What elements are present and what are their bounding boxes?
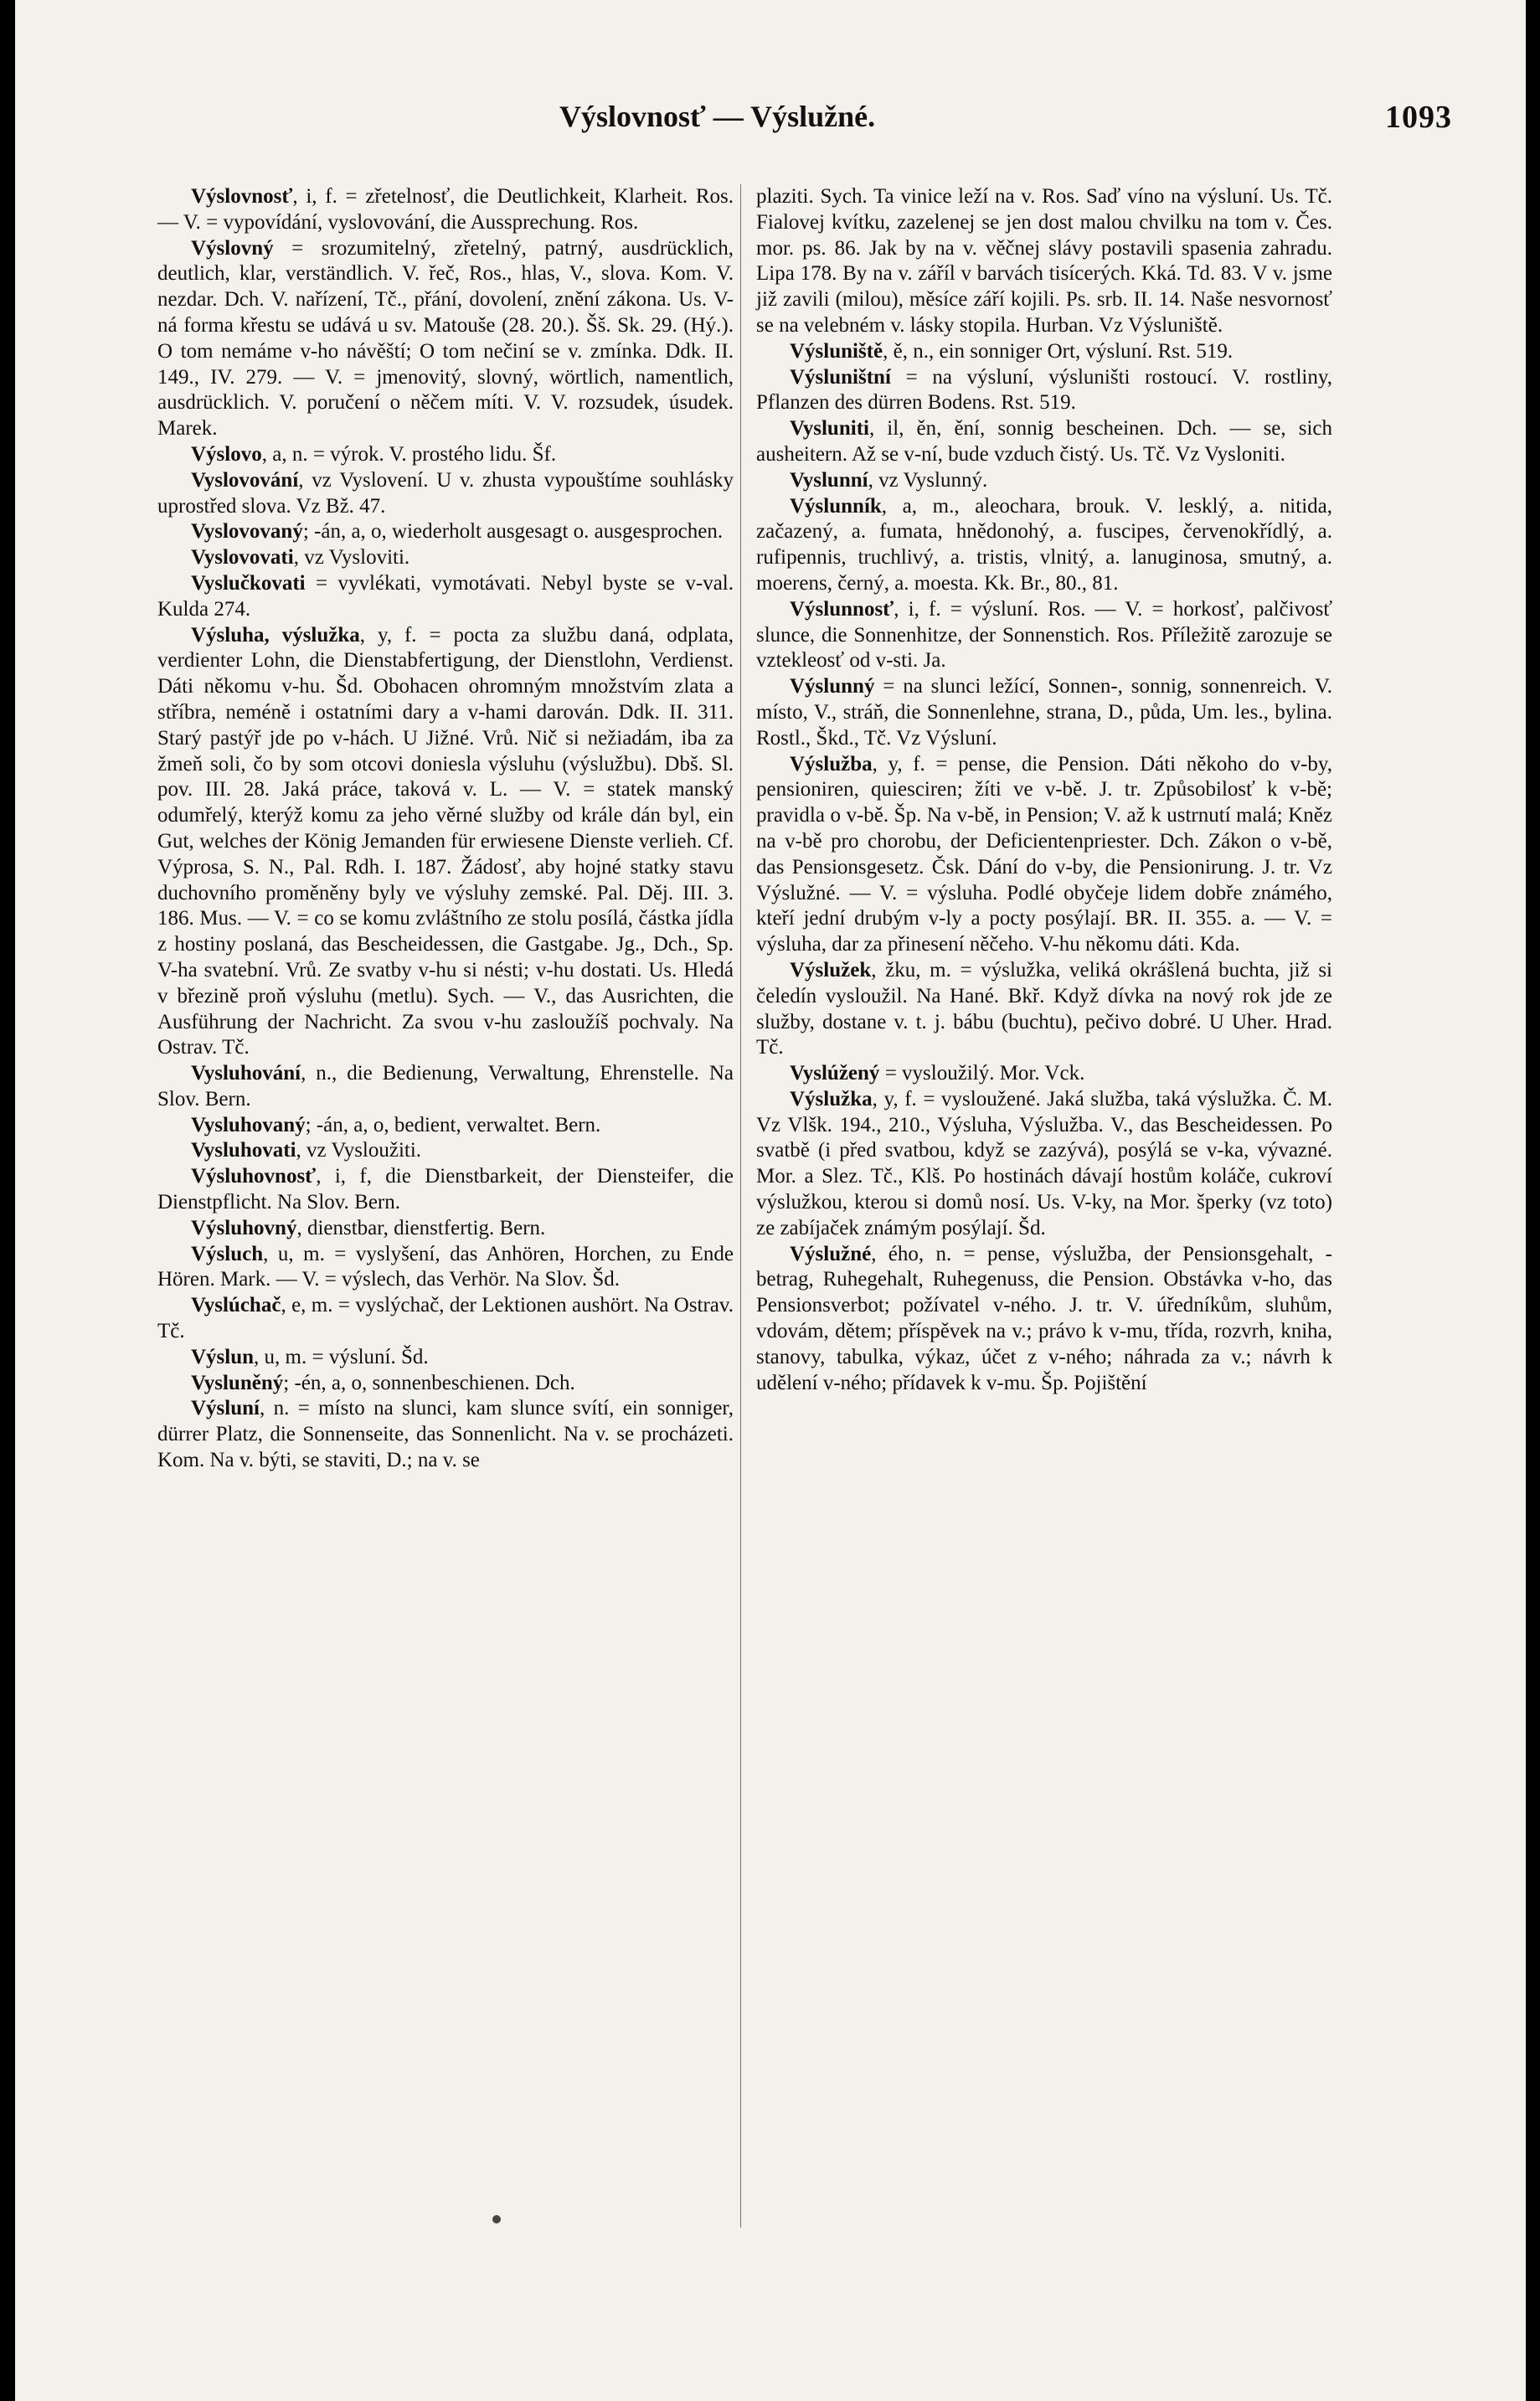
dictionary-page	[15, 0, 1526, 2401]
entry-headword: Výsluhovnosť	[191, 1165, 317, 1188]
dictionary-entry	[756, 597, 1332, 674]
entry-headword: Vyslovovati	[191, 546, 294, 569]
dictionary-entry	[157, 1061, 734, 1113]
left-column	[157, 184, 734, 1474]
entry-text: , dienstbar, dienstfertig. Bern.	[296, 1216, 546, 1239]
dictionary-entry	[756, 1061, 1332, 1087]
entry-headword: Výslužka	[790, 1087, 873, 1110]
entry-headword: Výsluch	[191, 1242, 264, 1265]
dictionary-entry	[756, 468, 1332, 494]
entry-text: , i, f, die Dienstbarkeit, der Diensteifer, die Dienstpflicht. Na Slov. Bern.	[157, 1165, 734, 1214]
entry-headword: Výslužek	[790, 958, 872, 982]
entry-text: , i, f. = výsluní. Ros. — V. = horkosť, palčivosť slunce, die Sonnenhitze, der Sonnenstich. Ros. Příležitě zarozuje se vztekleosť od v-sti. Ja.	[756, 597, 1332, 672]
dictionary-entry	[157, 1371, 734, 1397]
entry-text: , vz Vyslovení. U v. zhusta vypouštíme souhlásky uprostřed slova. Vz Bž. 47.	[157, 468, 734, 518]
dictionary-entry	[157, 571, 734, 623]
entry-text: = srozumitelný, zřetelný, patrný, ausdrücklich, deutlich, klar, verständlich. V. řeč, Ros., hlas, V., slova. Kom. V. nezdar. Dch. V. nařízení, Tč., přání, dovolení, znění zákona. Us. V-ná forma křestu se udává u sv. Matouše (28. 20.). Šš. Sk. 29. (Hý.). O tom nemáme v-ho návěští; O tom nečiní se v. zmínka. Ddk. II. 149., IV. 279. — V. = jmenovitý, slovný, wörtlich, namentlich, ausdrücklich. V. poručení o něčem míti. V. V. rozsudek, úsudek. Marek.	[157, 236, 734, 441]
dictionary-entry	[756, 752, 1332, 958]
entry-headword: Výslunný	[790, 675, 875, 698]
entry-headword: Výslunník	[790, 494, 882, 518]
entry-headword: Výslovo	[191, 442, 262, 466]
entry-headword: Vyslúchač	[191, 1294, 281, 1317]
dictionary-entry	[157, 1293, 734, 1345]
dictionary-entry	[756, 1087, 1332, 1242]
entry-text: , y, f. = vysloužené. Jaká služba, taká výslužka. Č. M. Vz Vlšk. 194., 210., Výsluha, Výslužba. V., das Bescheidessen. Po svatbě (i před svatbou, když se zazývá), posýlá se v-ka, vývazné. Mor. a Slez. Tč., Klš. Po hostinách dávají hostům koláče, cukroví výslužkou, kterou si domů nosí. Us. V-ky, na Mor. šperky (vz toto) ze zabíjaček známým posýlají. Šd.	[756, 1087, 1332, 1239]
right-column	[756, 184, 1332, 1396]
dictionary-entry	[756, 1242, 1332, 1397]
entry-text: , a, n. = výrok. V. prostého lidu. Šf.	[261, 442, 557, 466]
entry-headword: Výsluništní	[790, 365, 891, 389]
entry-headword: Výsluhovný	[191, 1216, 297, 1239]
dictionary-entry	[157, 1242, 734, 1294]
entry-headword: Výslužba	[790, 752, 873, 775]
entry-headword: Vyslovovaný	[191, 520, 303, 544]
entry-text: = vysloužilý. Mor. Vck.	[879, 1062, 1085, 1085]
entry-headword: Výsluha, výslužka	[191, 623, 360, 647]
entry-headword: Vyslunní	[790, 468, 868, 492]
entry-text: ; -én, a, o, sonnenbeschienen. Dch.	[283, 1371, 575, 1394]
print-speck	[492, 2215, 501, 2223]
dictionary-entry	[157, 1216, 734, 1242]
entry-headword: Výsluní	[191, 1397, 260, 1420]
dictionary-entry	[157, 184, 734, 236]
entry-text: , n. = místo na slunci, kam slunce svítí, ein sonniger, dürrer Platz, die Sonnenseite, das Sonnenlicht. Na v. se procházeti. Kom. Na v. býti, se staviti, D.; na v. se	[157, 1397, 734, 1472]
entry-text: , i, f. = zřetelnosť, die Deutlichkeit, Klarheit. Ros. — V. = vypovídání, vyslovování, die Aussprechung. Ros.	[157, 185, 734, 234]
dictionary-entry	[756, 958, 1332, 1061]
entry-text: = vyvlékati, vymotávati. Nebyl byste se v-val. Kulda 274.	[157, 571, 734, 621]
entry-headword: Vyslúžený	[790, 1062, 880, 1085]
entry-headword: Vyslovování	[191, 468, 299, 492]
dictionary-entry	[157, 468, 734, 520]
entry-headword: Vysluhování	[191, 1062, 301, 1085]
dictionary-entry	[157, 236, 734, 442]
dictionary-entry	[756, 494, 1332, 597]
entry-text: , u, m. = vyslyšení, das Anhören, Horchen, zu Ende Hören. Mark. — V. = výslech, das Verhör. Na Slov. Šd.	[157, 1242, 734, 1291]
entry-headword: Vysluhovaný	[191, 1113, 306, 1136]
entry-headword: Vyslučkovati	[191, 571, 306, 595]
page-header	[15, 99, 1526, 141]
entry-headword: Výslunnosť	[790, 597, 894, 621]
dictionary-entry	[157, 1345, 734, 1371]
running-head: Výslovnosť — Výslužné.	[559, 100, 876, 133]
entry-headword: Vysluněný	[191, 1371, 284, 1394]
entry-headword: Vysluniti	[790, 417, 869, 441]
dictionary-entry	[756, 184, 1332, 339]
entry-text: = na slunci ležící, Sonnen-, sonnig, sonnenreich. V. místo, V., stráň, die Sonnenlehne, strana, D., půda, Um. les., bylina. Rostl., Škd., Tč. Vz Výsluní.	[756, 675, 1332, 750]
dictionary-entry	[157, 545, 734, 571]
entry-headword: Výslovný	[191, 236, 274, 260]
page-number: 1093	[1385, 100, 1452, 135]
entry-text: , il, ěn, ění, sonnig bescheinen. Dch. — se, sich ausheitern. Až se v-ní, bude vzduch čistý. Us. Tč. Vz Vysloniti.	[756, 417, 1332, 466]
entry-headword: Výslovnosť	[191, 185, 293, 208]
dictionary-entry	[756, 365, 1332, 417]
dictionary-entry	[756, 339, 1332, 365]
dictionary-entry	[157, 623, 734, 1062]
entry-text: ; -án, a, o, bedient, verwaltet. Bern.	[305, 1113, 601, 1136]
entry-text: , e, m. = vyslýchač, der Lektionen aushört. Na Ostrav. Tč.	[157, 1294, 734, 1343]
dictionary-entry	[157, 1138, 734, 1164]
dictionary-entry	[157, 519, 734, 545]
entry-headword: Výslužné	[790, 1242, 872, 1265]
entry-text: , ého, n. = pense, výslužba, der Pensionsgehalt, -betrag, Ruhegehalt, Ruhegenuss, die Pension. Obstávka v-ho, das Pensionsverbot; požívatel v-ného. J. tr. V. úředníkům, sluhům, vdovám, dětem; příspěvek na v.; právo k v-mu, třída, rozvrh, kniha, stanovy, tabulka, výkaz, účet z v-ného; náhrada za v.; návrh k udělení v-ného; přídavek k v-mu. Šp. Pojištění	[756, 1242, 1332, 1394]
entry-text: = na výsluní, výsluništi rostoucí. V. rostliny, Pflanzen des dürren Bodens. Rst. 519.	[756, 365, 1332, 415]
entry-headword: Vysluhovati	[191, 1139, 296, 1162]
entry-text: , ě, n., ein sonniger Ort, výsluní. Rst. 519.	[883, 339, 1234, 363]
entry-text: , u, m. = výsluní. Šd.	[254, 1345, 429, 1368]
entry-text: , a, m., aleochara, brouk. V. lesklý, a. nitida, začazený, a. fumata, hnědonohý, a. fuscipes, červenokřídlý, a. rufipennis, truchlivý, a. tristis, vlnitý, a. lanuginosa, smutný, a. moerens, černý, a. moesta. Kk. Br., 80., 81.	[756, 494, 1332, 595]
dictionary-entry	[157, 1396, 734, 1473]
dictionary-entry	[756, 416, 1332, 468]
entry-text: ; -án, a, o, wiederholt ausgesagt o. ausgesprochen.	[302, 520, 724, 544]
entry-headword: Výsluniště	[790, 339, 883, 363]
entry-text: , žku, m. = výslužka, veliká okrášlená buchta, již si čeledín vysloužil. Na Hané. Bkř. Když dívka na nový rok jde ze služby, dostane v. t. j. bábu (buchtu), pečivo dobré. U Uher. Hrad. Tč.	[756, 958, 1332, 1059]
entry-text: , n., die Bedienung, Verwaltung, Ehrenstelle. Na Slov. Bern.	[157, 1062, 734, 1110]
dictionary-entry	[157, 442, 734, 468]
dictionary-entry	[157, 1113, 734, 1139]
entry-text: plaziti. Sych. Ta vinice leží na v. Ros. Saď víno na výsluní. Us. Tč. Fialovej kvítku, zazelenej se jen dost malou chvilku na tom v. Čes. mor. ps. 86. Jak by na v. věčnej slávy postavili spasenia zahradu. Lipa 178. By na v. záříl v barvách tisícerých. Kká. Td. 83. V v. jsme již zavili (milou), měsíce září kojili. Ps. srb. II. 14. Naše nesvornosť se na velebném v. lásky stopila. Hurban. Vz Výsluniště.	[756, 185, 1332, 337]
dictionary-entry	[756, 674, 1332, 751]
entry-text: , y, f. = pocta za službu daná, odplata, verdienter Lohn, die Dienstabfertigung, der Dienstlohn, Verdienst. Dáti někomu v-hu. Šd. Obohacen ohromným množstvím zlata a stříbra, neméně i ostatními dary a v-hami darován. Ddk. II. 311. Starý pastýř jde po v-hách. U Jižné. Vrů. Nič si nežiadám, iba za žmeň soli, čo by som otcovi doniesla výsluhu (výslužbu). Dbš. Sl. pov. III. 28. Jaká práce, taková v. L. — V. = statek manský odumřelý, kterýž komu za jeho věrné služby od krále dán byl, ein Gut, welches der König Jemanden für erwiesene Dienste verlieh. Cf. Výprosa, S. N., Pal. Rdh. I. 187. Žádosť, aby hojné statky stavu duchovního proměněny byly ve výsluhy zemské. Pal. Děj. III. 3. 186. Mus. — V. = co se komu zvláštního ze stolu posílá, částka jídla z hostiny poslaná, das Bescheidessen, die Gastgabe. Jg., Dch., Sp. V-ha svatební. Vrů. Ze svatby v-hu si nésti; v-hu dostati. Us. Hledá v březině proň výsluhu (metlu). Sych. — V., das Ausrichten, die Ausführung der Nachricht. Za svou v-hu zasloužíš pochvaly. Na Ostrav. Tč.	[157, 623, 734, 1059]
dictionary-entry	[157, 1164, 734, 1216]
entry-text: , vz Vyslunný.	[868, 468, 988, 492]
entry-headword: Výslun	[191, 1345, 255, 1368]
entry-text: , vz Vysloviti.	[293, 546, 410, 569]
column-rule	[740, 184, 741, 2228]
entry-text: , y, f. = pense, die Pension. Dáti někoho do v-by, pensioniren, quiesciren; žíti ve v-bě. J. tr. Způsobilosť k v-bě; pravidla o v-bě. Šp. Na v-bě, in Pension; V. až k ustrnutí malá; Kněz na v-bě pro chorobu, der Deficientenpriester. Dch. Zákon o v-bě, das Pensionsgesetz. Čsk. Dání do v-by, die Pensionirung. J. tr. Vz Výslužné. — V. = výsluha. Podlé obyčeje lidem dobře známého, kteří jední drubým v-ly a pocty posýlají. BR. II. 355. a. — V. = výsluha, dar za přinesení něčeho. V-hu někomu dáti. Kda.	[756, 752, 1332, 956]
entry-text: , vz Vysloužiti.	[296, 1139, 422, 1162]
